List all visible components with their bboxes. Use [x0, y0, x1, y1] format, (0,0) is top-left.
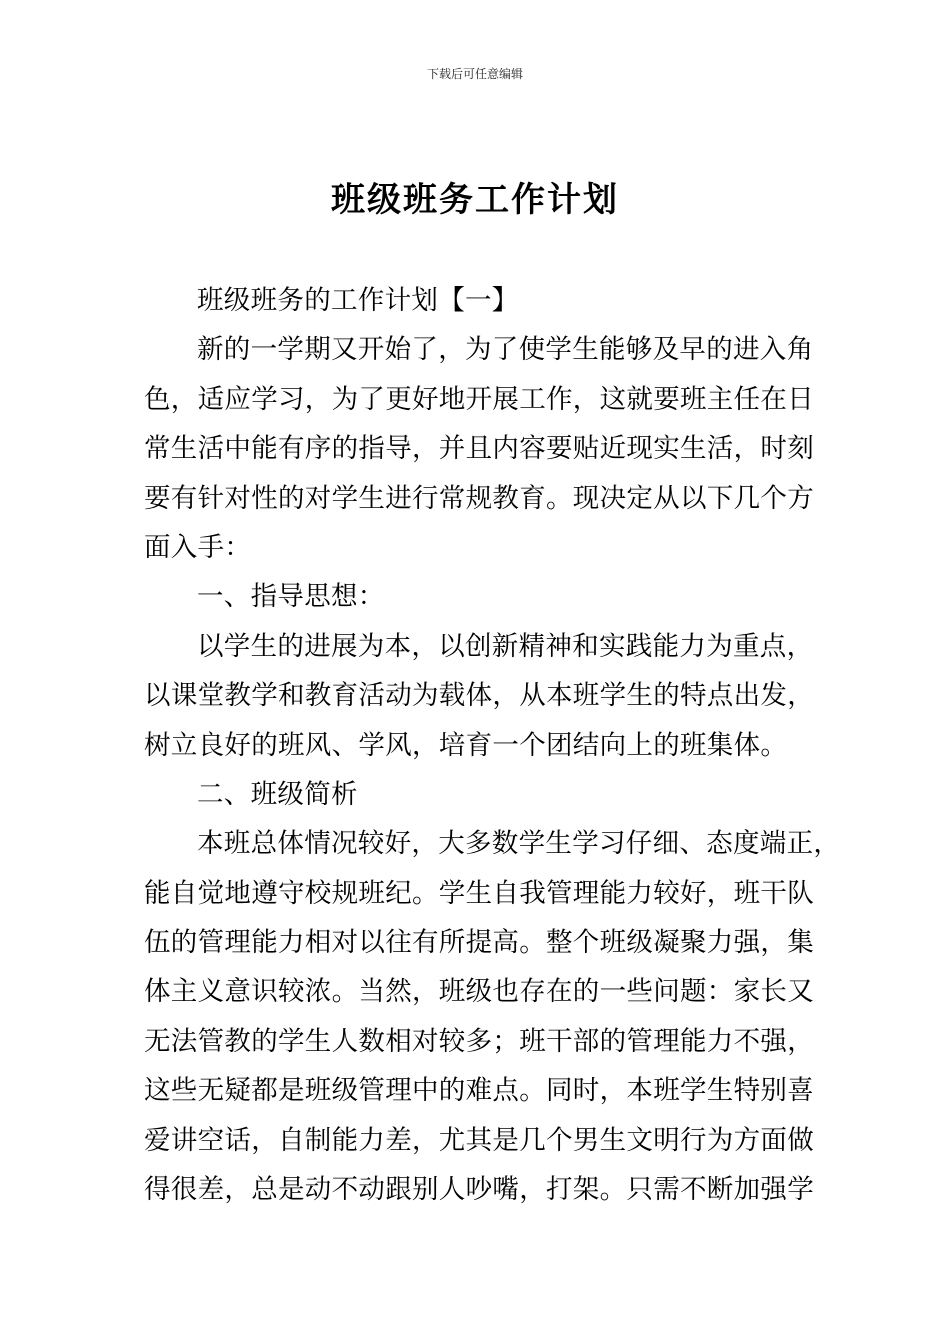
text-line: 这些无疑都是班级管理中的难点。同时，本班学生特别喜: [144, 1075, 814, 1107]
text-line: 面入手：: [144, 531, 252, 563]
text-line: 一、指导思想：: [197, 581, 385, 613]
text-line: 本班总体情况较好，大多数学生学习仔细、态度端正，: [197, 828, 841, 860]
text-line: 新的一学期又开始了，为了使学生能够及早的进入角: [197, 334, 814, 366]
text-line: 树立良好的班风、学风，培育一个团结向上的班集体。: [144, 729, 788, 761]
text-line: 得很差，总是动不动跟别人吵嘴，打架。只需不断加强学: [144, 1174, 814, 1206]
text-line: 能自觉地遵守校规班纪。学生自我管理能力较好，班干队: [144, 877, 814, 909]
text-line: 二、班级简析: [197, 778, 358, 810]
text-line: 班级班务的工作计划【一】: [197, 285, 519, 316]
text-line: 以学生的进展为本，以创新精神和实践能力为重点，: [197, 630, 814, 662]
text-line: 爱讲空话，自制能力差，尤其是几个男生文明行为方面做: [144, 1124, 814, 1156]
text-line: 体主义意识较浓。当然，班级也存在的一些问题：家长又: [144, 976, 814, 1008]
text-line: 以课堂教学和教育活动为载体，从本班学生的特点出发，: [144, 680, 814, 712]
document-body: [144, 276, 841, 1214]
text-line: 无法管教的学生人数相对较多；班干部的管理能力不强，: [144, 1025, 814, 1057]
text-line: 要有针对性的对学生进行常规教育。现决定从以下几个方: [144, 482, 814, 514]
text-line: 伍的管理能力相对以往有所提高。整个班级凝聚力强，集: [144, 927, 814, 959]
text-line: 常生活中能有序的指导，并且内容要贴近现实生活，时刻: [144, 433, 814, 465]
document-title: 班级班务工作计划: [331, 180, 619, 220]
text-line: 色，适应学习，为了更好地开展工作，这就要班主任在日: [144, 383, 814, 415]
header-note: 下载后可任意编辑: [426, 67, 523, 81]
